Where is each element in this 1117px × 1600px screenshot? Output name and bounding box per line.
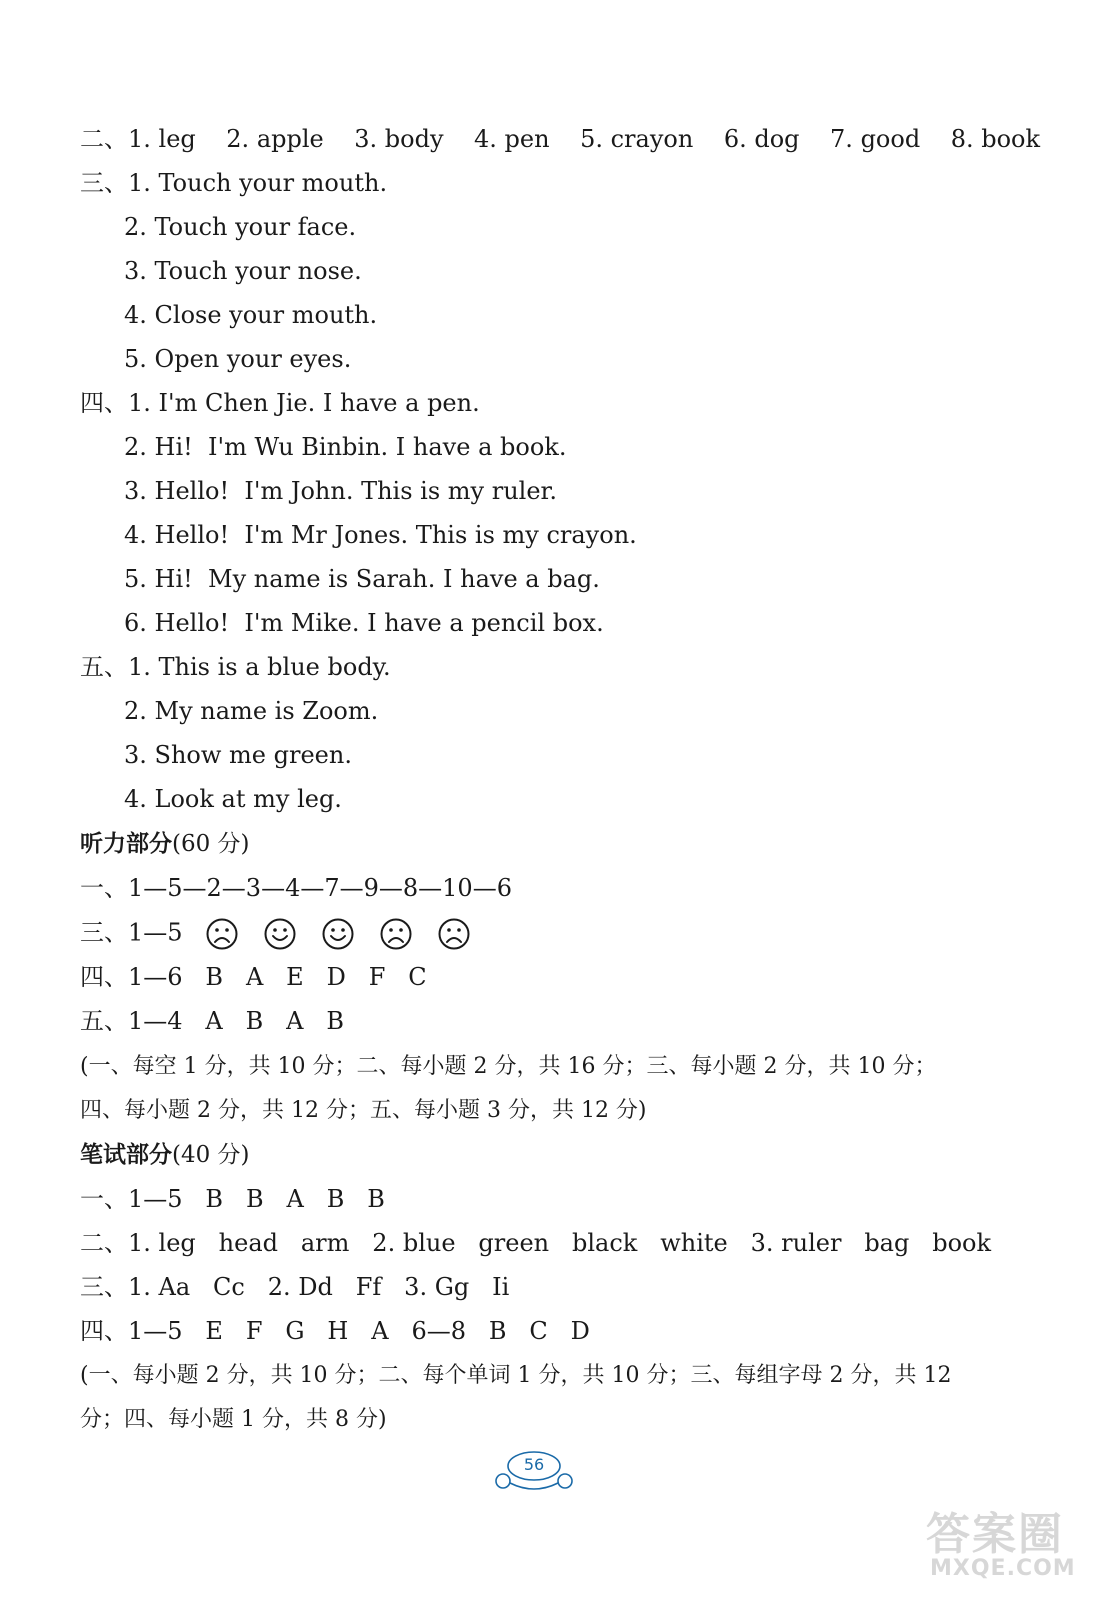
q4-label: 四、 <box>80 389 128 417</box>
page-number-badge <box>494 1447 574 1497</box>
written-line-2: 二、1. leg head arm 2. blue green black white 3. ruler bag book <box>80 1229 992 1257</box>
q2-answer-line <box>80 124 1040 154</box>
q2-label: 二、 <box>80 125 128 153</box>
q4-item-6: 6. Hello! I'm Mike. I have a pencil box. <box>124 609 604 637</box>
q4-line-1 <box>80 388 480 418</box>
q3-item-3: 3. Touch your nose. <box>124 257 362 285</box>
happy-face-icon <box>263 917 297 951</box>
q4-item-2: 2. Hi! I'm Wu Binbin. I have a book. <box>124 433 567 461</box>
q3-item-2: 2. Touch your face. <box>124 213 357 241</box>
listening-line-3: 四、1—6 B A E D F C <box>80 963 427 991</box>
face-row <box>205 919 495 947</box>
written-points: (40 分) <box>172 1142 250 1168</box>
listening-title <box>80 829 250 859</box>
q5-label: 五、 <box>80 653 128 681</box>
q5-item-2: 2. My name is Zoom. <box>124 697 379 725</box>
q3-item-1: 1. Touch your mouth. <box>128 169 388 197</box>
sad-face-icon <box>205 917 239 951</box>
listening-line-4: 五、1—4 A B A B <box>80 1007 345 1035</box>
page-number: 56 <box>523 1455 545 1474</box>
listening-scoring-2: 四、每小题 2 分，共 12 分；五、每小题 3 分，共 12 分) <box>80 1098 647 1123</box>
q5-item-1: 1. This is a blue body. <box>128 653 391 681</box>
q4-item-5: 5. Hi! My name is Sarah. I have a bag. <box>124 565 600 593</box>
q4-item-4: 4. Hello! I'm Mr Jones. This is my crayon. <box>124 521 637 549</box>
written-scoring-1: (一、每小题 2 分，共 10 分；二、每个单词 1 分，共 10 分；三、每组字母 2 分，共 12 <box>80 1363 952 1388</box>
written-title-text: 笔试部分 <box>80 1142 172 1168</box>
q5-item-3: 3. Show me green. <box>124 741 352 769</box>
written-title <box>80 1140 250 1170</box>
q3-item-5: 5. Open your eyes. <box>124 345 352 373</box>
written-line-4: 四、1—5 E F G H A 6—8 B C D <box>80 1317 590 1345</box>
q3-item-4: 4. Close your mouth. <box>124 301 378 329</box>
listening-title-text: 听力部分 <box>80 831 172 857</box>
listening-line-2-text: 三、1—5 <box>80 918 183 947</box>
q5-item-4: 4. Look at my leg. <box>124 785 342 813</box>
sad-face-icon <box>437 917 471 951</box>
watermark-url: MXQE.COM <box>930 1556 1076 1581</box>
listening-line-2 <box>80 917 495 953</box>
listening-line-1: 一、1—5—2—3—4—7—9—8—10—6 <box>80 874 512 902</box>
watermark-title: 答案圈 <box>926 1509 1064 1560</box>
written-scoring-2: 分；四、每小题 1 分，共 8 分) <box>80 1407 387 1432</box>
q5-line-1 <box>80 652 391 682</box>
q2-answers: 1. leg 2. apple 3. body 4. pen 5. crayon 6. dog 7. good 8. book <box>128 125 1041 153</box>
written-line-1: 一、1—5 B B A B B <box>80 1185 385 1213</box>
written-line-3: 三、1. Aa Cc 2. Dd Ff 3. Gg Ii <box>80 1273 510 1301</box>
sad-face-icon <box>379 917 413 951</box>
watermark-logo <box>918 1498 1098 1588</box>
listening-points: (60 分) <box>172 831 250 857</box>
listening-scoring-1: (一、每空 1 分，共 10 分；二、每小题 2 分，共 16 分；三、每小题 2 分，共 10 分； <box>80 1054 937 1079</box>
q3-line-1 <box>80 168 387 198</box>
q3-label: 三、 <box>80 169 128 197</box>
q4-item-3: 3. Hello! I'm John. This is my ruler. <box>124 477 557 505</box>
happy-face-icon <box>321 917 355 951</box>
q4-item-1: 1. I'm Chen Jie. I have a pen. <box>128 389 480 417</box>
